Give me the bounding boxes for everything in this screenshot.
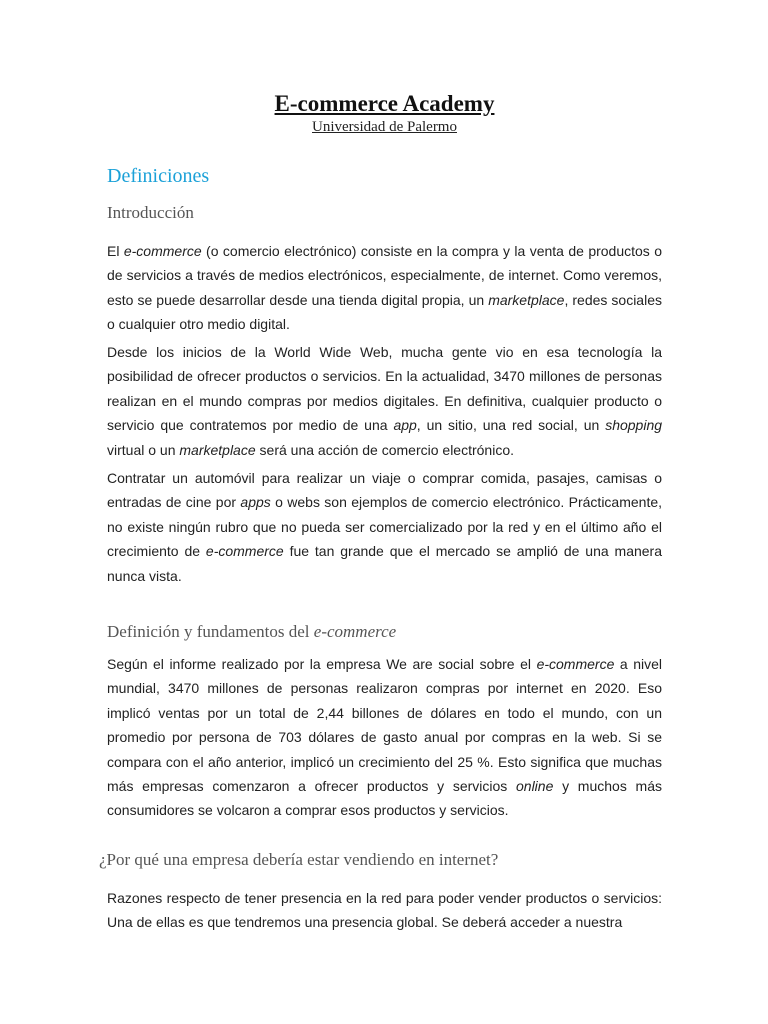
document-subtitle: Universidad de Palermo bbox=[312, 119, 457, 135]
text-run: o webs son ejemplos de comercio electrónico. Prácticamente, no existe ningún rubro que no pueda ser comercializado por la red y en el último año el crecimiento de bbox=[107, 494, 663, 560]
text-run: (o comercio electrónico) consiste en la compra y la venta de productos o de servicios a través de medios electrónicos, especialmente, de internet. Como veremos, esto se puede desarrollar desde una tienda digital propia, un bbox=[107, 243, 662, 308]
text-run: , un sitio, una red social, un bbox=[416, 417, 606, 434]
emphasis-text: online bbox=[516, 778, 554, 795]
text-run: Contratar un automóvil para realizar un viaje o comprar comida, pasajes, camisas o entradas de cine por bbox=[107, 470, 662, 511]
paragraph bbox=[107, 466, 662, 588]
paragraph bbox=[107, 886, 662, 935]
emphasis-text: e-commerce bbox=[123, 243, 202, 259]
emphasis-text: e-commerce bbox=[205, 543, 284, 560]
emphasis-text: apps bbox=[240, 494, 271, 511]
text-run: a nivel mundial, 3470 millones de personas realizaron compras por internet en 2020. Eso implicó ventas por un total de 2,44 billones de dólares en todo el mundo, con un promedio por persona de 703 dólares de gasto anual por compras en la web. Si se compara con el año anterior, implicó un crecimiento del 25 %. Esto significa que muchas más empresas comenzaron a ofrecer productos y servicios bbox=[107, 656, 663, 795]
paragraph bbox=[107, 239, 662, 337]
document-title: E-commerce Academy bbox=[274, 91, 495, 116]
subheading-por-que: ¿Por qué una empresa debería estar vendiendo en internet? bbox=[99, 850, 499, 869]
emphasis-text: app bbox=[393, 417, 417, 434]
text-run: fue tan grande que el mercado se amplió de una manera nunca vista. bbox=[107, 543, 662, 584]
text-run: Según el informe realizado por la empresa We are social sobre el bbox=[107, 656, 537, 672]
text-run: , redes sociales o cualquier otro medio digital. bbox=[107, 291, 662, 333]
text-run: y muchos más consumidores se volcaron a comprar esos productos y servicios. bbox=[107, 778, 662, 819]
emphasis-text: marketplace bbox=[488, 291, 565, 308]
text-run: Razones respecto de tener presencia en la red para poder vender productos o servicios: Una de ellas es que tendremos una presencia global. Se deberá acceder a nuestra bbox=[107, 890, 662, 931]
text-run: Desde los inicios de la World Wide Web, mucha gente vio en esa tecnología la posibilidad de ofrecer productos o servicios. En la actualidad, 3470 millones de personas realizan en el mundo compras por medios digitales. En definitiva, cualquier producto o servicio que contratemos por medio de una bbox=[107, 344, 662, 434]
section-heading-definiciones: Definiciones bbox=[107, 165, 210, 187]
text-run: virtual o un bbox=[107, 441, 180, 458]
subheading-emphasis: e-commerce bbox=[313, 622, 397, 641]
text-run: El bbox=[107, 243, 124, 259]
emphasis-text: marketplace bbox=[179, 441, 256, 458]
paragraph bbox=[107, 652, 662, 823]
paragraph bbox=[107, 340, 662, 462]
subheading-definicion-fundamentos bbox=[107, 621, 396, 643]
subheading-introduccion: Introducción bbox=[107, 203, 194, 222]
document-page bbox=[99, 90, 663, 931]
text-run: será una acción de comercio electrónico. bbox=[255, 441, 514, 458]
subheading-text: Definición y fundamentos del bbox=[107, 622, 314, 641]
emphasis-text: e-commerce bbox=[536, 656, 615, 672]
emphasis-text: shopping bbox=[605, 417, 663, 434]
